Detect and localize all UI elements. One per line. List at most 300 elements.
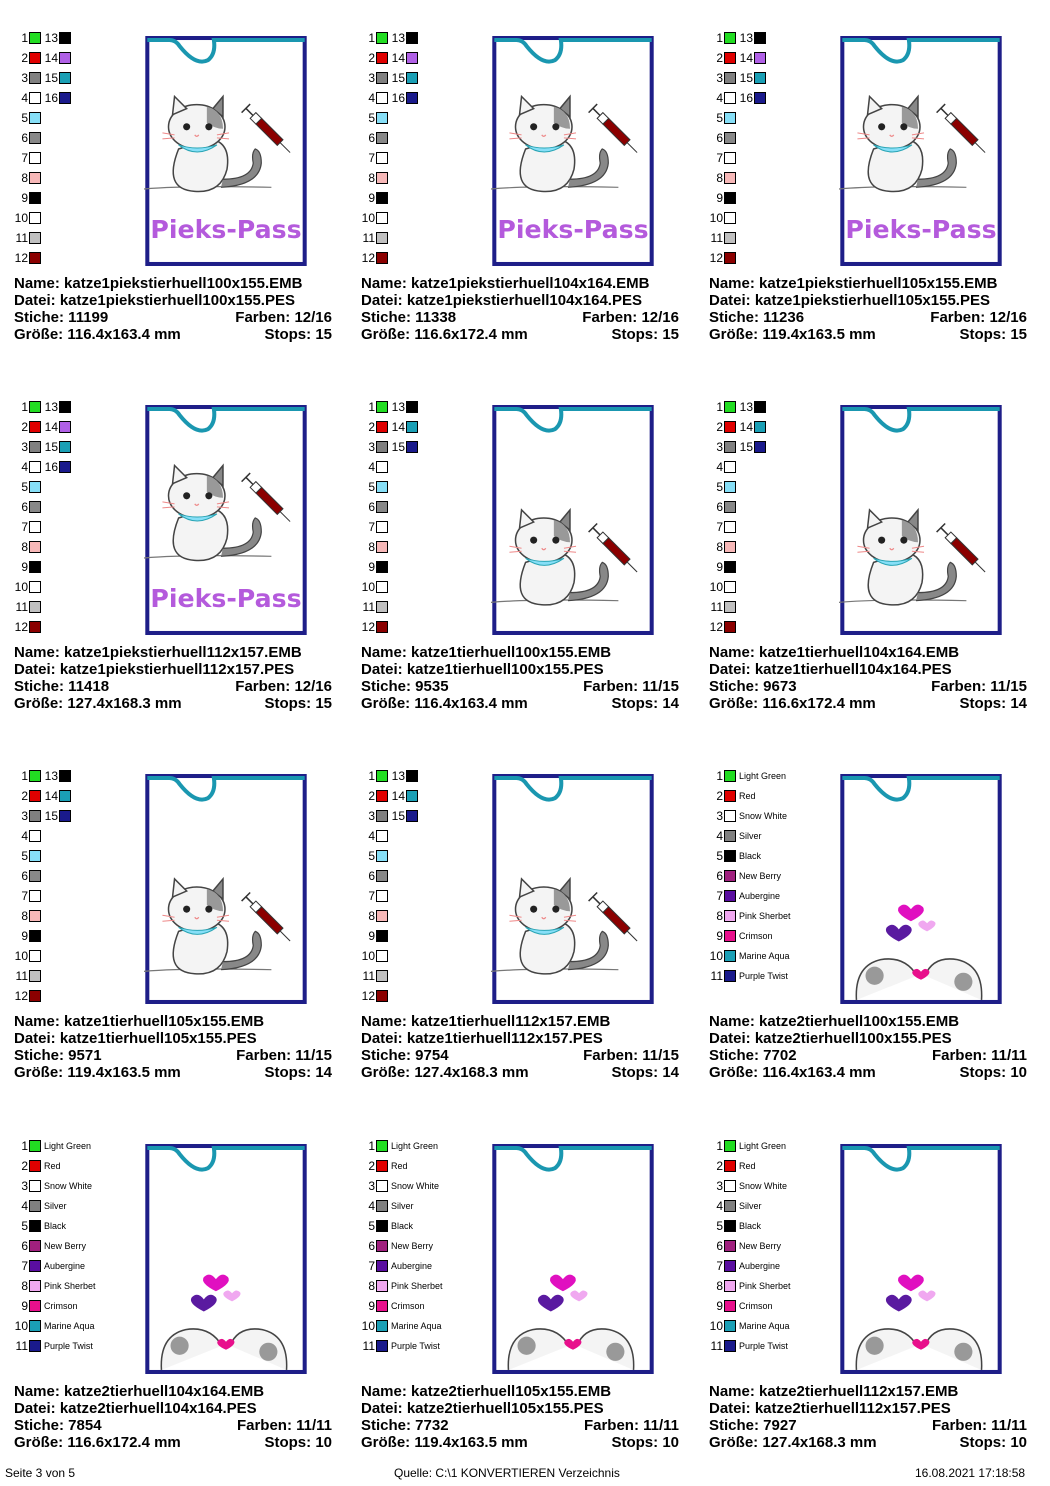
color-swatch (724, 561, 736, 573)
stitch-count: Stiche: 7927 (709, 1417, 797, 1434)
swatch-row (14, 457, 71, 477)
swatch-row (14, 806, 71, 826)
embroidery-preview (839, 774, 1003, 1004)
embroidery-preview (491, 405, 655, 635)
color-number: 11 (362, 1339, 375, 1353)
color-swatch (724, 1140, 736, 1152)
color-swatch (724, 501, 736, 513)
swatch-row (361, 886, 418, 906)
color-number: 10 (14, 580, 28, 594)
design-size: Größe: 116.6x172.4 mm (361, 326, 528, 343)
color-number: 2 (716, 51, 723, 65)
swatch-row (709, 1296, 791, 1316)
design-size: Größe: 119.4x163.5 mm (361, 1434, 528, 1451)
color-swatch (29, 481, 41, 493)
stitch-count: Stiche: 11199 (14, 309, 109, 326)
color-swatch (29, 830, 41, 842)
color-swatch (29, 581, 41, 593)
color-count: Farben: 11/15 (931, 678, 1027, 695)
stitch-count: Stiche: 7702 (709, 1047, 797, 1064)
color-swatch (29, 1300, 41, 1312)
swatch-row (14, 1296, 96, 1316)
color-number: 16 (44, 91, 58, 105)
color-swatch (406, 810, 418, 822)
color-number: 12 (709, 620, 723, 634)
stop-count: Stops: 10 (611, 1434, 679, 1451)
swatch-row (709, 168, 766, 188)
swatch-row (709, 946, 791, 966)
color-name: Marine Aqua (391, 1321, 442, 1331)
color-swatch (29, 1240, 41, 1252)
color-number: 8 (716, 909, 723, 923)
color-swatch (29, 132, 41, 144)
color-swatch (376, 581, 388, 593)
color-swatch (724, 541, 736, 553)
swatch-row (361, 557, 418, 577)
swatch-row (709, 1136, 791, 1156)
swatch-row (14, 886, 71, 906)
swatch-row (14, 1176, 96, 1196)
color-number: 6 (716, 131, 723, 145)
color-number: 15 (44, 71, 58, 85)
color-number: 7 (716, 889, 723, 903)
swatch-row (361, 248, 418, 268)
color-number: 3 (21, 71, 28, 85)
color-name: Aubergine (739, 1261, 781, 1271)
color-name: Purple Twist (391, 1341, 440, 1351)
color-number: 2 (716, 1159, 723, 1173)
design-size: Größe: 116.4x163.4 mm (14, 326, 181, 343)
stop-count: Stops: 10 (959, 1064, 1027, 1081)
color-number: 11 (710, 231, 723, 245)
swatch-row (709, 766, 791, 786)
color-number: 7 (368, 1259, 375, 1273)
swatch-row (361, 906, 418, 926)
color-swatch (29, 950, 41, 962)
swatch-row (361, 168, 418, 188)
color-count: Farben: 12/16 (930, 309, 1027, 326)
color-swatch (376, 252, 388, 264)
color-swatch (754, 92, 766, 104)
color-swatch (754, 441, 766, 453)
color-number: 9 (21, 929, 28, 943)
swatch-row (361, 188, 418, 208)
color-swatch (724, 1300, 736, 1312)
color-name: Purple Twist (44, 1341, 93, 1351)
design-name: Name: katze1tierhuell112x157.EMB (361, 1013, 611, 1030)
swatch-row (14, 517, 71, 537)
color-swatch (724, 930, 736, 942)
swatch-row (709, 1256, 791, 1276)
swatch-row (14, 417, 71, 437)
swatch-row (709, 497, 766, 517)
color-number: 5 (368, 1219, 375, 1233)
swatch-row (361, 966, 418, 986)
color-number: 8 (21, 540, 28, 554)
color-number: 13 (391, 769, 405, 783)
swatch-row (709, 477, 766, 497)
color-number: 3 (21, 440, 28, 454)
color-number: 4 (716, 91, 723, 105)
color-number: 4 (368, 460, 375, 474)
color-swatch (376, 810, 388, 822)
swatch-row (361, 1336, 443, 1356)
design-file: Datei: katze2tierhuell105x155.PES (361, 1400, 604, 1417)
color-count: Farben: 11/15 (583, 1047, 679, 1064)
color-count: Farben: 12/16 (235, 309, 332, 326)
swatch-row (14, 437, 71, 457)
color-count: Farben: 11/11 (583, 1417, 679, 1434)
design-info (709, 275, 1027, 343)
swatch-row (361, 208, 418, 228)
color-swatch (724, 92, 736, 104)
color-swatch (29, 501, 41, 513)
color-number: 2 (21, 1159, 28, 1173)
design-card (709, 28, 1039, 378)
color-name: Aubergine (391, 1261, 433, 1271)
color-number: 11 (362, 969, 375, 983)
color-swatch (376, 461, 388, 473)
swatch-row (709, 88, 766, 108)
color-number: 15 (739, 71, 753, 85)
stitch-count: Stiche: 11338 (361, 309, 457, 326)
design-info (709, 1013, 1027, 1081)
color-name: Black (739, 851, 762, 861)
color-swatch (376, 621, 388, 633)
color-number: 12 (14, 251, 28, 265)
color-number: 8 (368, 540, 375, 554)
swatch-row (361, 437, 418, 457)
design-card (361, 28, 691, 378)
design-file: Datei: katze1piekstierhuell104x164.PES (361, 292, 642, 309)
color-number: 13 (391, 400, 405, 414)
design-file: Datei: katze1piekstierhuell112x157.PES (14, 661, 295, 678)
swatch-row (709, 1176, 791, 1196)
color-number: 12 (14, 989, 28, 1003)
swatch-row (14, 497, 71, 517)
color-name: Snow White (391, 1181, 440, 1191)
timestamp: 16.08.2021 17:18:58 (915, 1466, 1026, 1480)
color-swatch (59, 790, 71, 802)
stop-count: Stops: 15 (959, 326, 1027, 343)
color-swatch (724, 601, 736, 613)
color-swatch (59, 32, 71, 44)
swatch-row (709, 906, 791, 926)
color-number: 7 (21, 1259, 28, 1273)
embroidery-preview (491, 1144, 655, 1374)
color-number: 1 (716, 1139, 723, 1153)
color-number: 3 (368, 71, 375, 85)
color-swatch-list (361, 766, 418, 1006)
color-name: Black (44, 1221, 67, 1231)
color-swatch (59, 461, 71, 473)
color-swatch (376, 1200, 388, 1212)
color-swatch (724, 212, 736, 224)
preview-title: Pieks-Pass (497, 214, 649, 244)
color-swatch (724, 152, 736, 164)
design-file: Datei: katze1tierhuell100x155.PES (361, 661, 604, 678)
design-card (361, 397, 691, 747)
color-number: 2 (21, 420, 28, 434)
color-swatch (754, 72, 766, 84)
stitch-count: Stiche: 7732 (361, 1417, 449, 1434)
color-number: 8 (368, 171, 375, 185)
stop-count: Stops: 15 (264, 695, 332, 712)
swatch-row (709, 208, 766, 228)
swatch-row (361, 497, 418, 517)
design-info (361, 275, 679, 343)
design-file: Datei: katze1tierhuell112x157.PES (361, 1030, 603, 1047)
color-number: 10 (361, 211, 375, 225)
swatch-row (14, 1316, 96, 1336)
color-number: 9 (716, 191, 723, 205)
swatch-row (361, 1196, 443, 1216)
design-info (14, 1013, 332, 1081)
swatch-row (709, 188, 766, 208)
color-swatch (29, 192, 41, 204)
stop-count: Stops: 14 (264, 1064, 332, 1081)
design-file: Datei: katze1tierhuell105x155.PES (14, 1030, 257, 1047)
swatch-row (14, 766, 71, 786)
color-swatch (724, 1180, 736, 1192)
design-info (14, 644, 332, 712)
swatch-row (709, 1196, 791, 1216)
color-swatch (29, 621, 41, 633)
color-swatch (59, 441, 71, 453)
color-swatch-list (709, 397, 766, 637)
color-number: 5 (368, 111, 375, 125)
color-number: 6 (21, 1239, 28, 1253)
color-name: Snow White (44, 1181, 93, 1191)
color-number: 3 (368, 809, 375, 823)
design-file: Datei: katze1piekstierhuell105x155.PES (709, 292, 990, 309)
color-swatch (754, 52, 766, 64)
swatch-row (709, 517, 766, 537)
color-number: 6 (368, 500, 375, 514)
color-name: Silver (739, 1201, 762, 1211)
color-swatch (724, 1160, 736, 1172)
color-swatch (376, 132, 388, 144)
design-name: Name: katze1piekstierhuell104x164.EMB (361, 275, 650, 292)
color-number: 11 (15, 969, 28, 983)
swatch-row (361, 148, 418, 168)
color-number: 4 (368, 829, 375, 843)
color-swatch (724, 192, 736, 204)
color-number: 2 (368, 1159, 375, 1173)
color-count: Farben: 11/11 (931, 1417, 1027, 1434)
color-name: Marine Aqua (739, 951, 790, 961)
design-info (709, 644, 1027, 712)
color-number: 4 (716, 460, 723, 474)
design-file: Datei: katze2tierhuell100x155.PES (709, 1030, 952, 1047)
design-name: Name: katze1piekstierhuell100x155.EMB (14, 275, 303, 292)
swatch-row (14, 866, 71, 886)
swatch-row (14, 228, 71, 248)
swatch-row (14, 1136, 96, 1156)
color-number: 14 (739, 420, 753, 434)
design-size: Größe: 116.6x172.4 mm (14, 1434, 181, 1451)
color-number: 14 (739, 51, 753, 65)
design-info (361, 1383, 679, 1451)
swatch-row (709, 966, 791, 986)
color-number: 3 (21, 809, 28, 823)
design-name: Name: katze2tierhuell112x157.EMB (709, 1383, 959, 1400)
color-swatch (724, 1260, 736, 1272)
swatch-row (709, 248, 766, 268)
color-swatch (29, 870, 41, 882)
color-number: 6 (716, 500, 723, 514)
color-swatch (724, 770, 736, 782)
color-number: 6 (368, 869, 375, 883)
color-swatch (29, 1340, 41, 1352)
swatch-row (709, 866, 791, 886)
design-size: Größe: 127.4x168.3 mm (14, 695, 182, 712)
swatch-row (709, 28, 766, 48)
color-swatch (29, 850, 41, 862)
color-number: 7 (368, 520, 375, 534)
swatch-row (14, 397, 71, 417)
swatch-row (709, 228, 766, 248)
color-number: 12 (709, 251, 723, 265)
color-number: 6 (21, 500, 28, 514)
color-swatch (724, 621, 736, 633)
color-number: 7 (368, 151, 375, 165)
swatch-row (709, 846, 791, 866)
color-swatch (29, 212, 41, 224)
design-size: Größe: 119.4x163.5 mm (709, 326, 876, 343)
color-swatch (29, 72, 41, 84)
color-swatch (376, 1160, 388, 1172)
color-name: New Berry (44, 1241, 87, 1251)
color-swatch-list (14, 1136, 96, 1356)
design-info (709, 1383, 1027, 1451)
swatch-row (361, 866, 418, 886)
swatch-row (14, 1276, 96, 1296)
stitch-count: Stiche: 9571 (14, 1047, 102, 1064)
color-number: 11 (15, 231, 28, 245)
color-number: 1 (368, 400, 375, 414)
color-swatch (59, 52, 71, 64)
color-number: 16 (391, 91, 405, 105)
color-number: 6 (368, 131, 375, 145)
preview-title: Pieks-Pass (845, 214, 997, 244)
color-swatch (724, 1200, 736, 1212)
color-number: 10 (709, 211, 723, 225)
color-name: Snow White (739, 1181, 788, 1191)
swatch-row (709, 68, 766, 88)
color-number: 2 (21, 789, 28, 803)
swatch-row (361, 1176, 443, 1196)
design-card (14, 397, 344, 747)
swatch-row (709, 397, 766, 417)
color-number: 12 (361, 620, 375, 634)
color-swatch (29, 790, 41, 802)
color-number: 2 (21, 51, 28, 65)
color-swatch (376, 601, 388, 613)
color-number: 3 (368, 440, 375, 454)
color-number: 4 (21, 91, 28, 105)
color-number: 8 (716, 540, 723, 554)
color-swatch (406, 421, 418, 433)
design-card (14, 766, 344, 1116)
color-number: 8 (716, 171, 723, 185)
swatch-row (361, 846, 418, 866)
color-swatch (724, 810, 736, 822)
color-name: New Berry (391, 1241, 434, 1251)
design-info (361, 1013, 679, 1081)
color-number: 11 (15, 1339, 28, 1353)
design-card (709, 1136, 1039, 1486)
stop-count: Stops: 15 (611, 326, 679, 343)
color-number: 7 (716, 151, 723, 165)
design-name: Name: katze1tierhuell100x155.EMB (361, 644, 612, 661)
color-swatch-list (709, 766, 791, 986)
color-number: 11 (710, 1339, 723, 1353)
color-number: 7 (716, 1259, 723, 1273)
color-number: 2 (368, 420, 375, 434)
color-number: 1 (716, 31, 723, 45)
color-number: 5 (716, 111, 723, 125)
color-swatch (376, 192, 388, 204)
design-card (361, 766, 691, 1116)
color-number: 16 (44, 460, 58, 474)
swatch-row (14, 248, 71, 268)
stitch-count: Stiche: 11236 (709, 309, 805, 326)
color-swatch (724, 1280, 736, 1292)
design-card (709, 397, 1039, 747)
color-swatch (376, 172, 388, 184)
color-number: 4 (716, 1199, 723, 1213)
color-number: 1 (716, 400, 723, 414)
design-name: Name: katze1tierhuell105x155.EMB (14, 1013, 265, 1030)
color-swatch (724, 950, 736, 962)
stitch-count: Stiche: 7854 (14, 1417, 102, 1434)
color-swatch (29, 970, 41, 982)
color-number: 6 (716, 1239, 723, 1253)
color-number: 15 (44, 440, 58, 454)
color-name: Silver (739, 831, 762, 841)
color-number: 5 (716, 480, 723, 494)
swatch-row (709, 1216, 791, 1236)
color-swatch (376, 1260, 388, 1272)
color-swatch (29, 521, 41, 533)
color-number: 9 (368, 191, 375, 205)
color-swatch (724, 1220, 736, 1232)
color-name: Pink Sherbet (739, 1281, 791, 1291)
swatch-row (14, 28, 71, 48)
swatch-row (709, 457, 766, 477)
color-swatch (724, 521, 736, 533)
color-number: 9 (368, 929, 375, 943)
color-swatch (376, 890, 388, 902)
swatch-row (361, 577, 418, 597)
embroidery-preview (839, 405, 1003, 635)
color-count: Farben: 11/15 (236, 1047, 332, 1064)
swatch-row (14, 1236, 96, 1256)
color-number: 10 (709, 1319, 723, 1333)
color-count: Farben: 11/15 (583, 678, 679, 695)
color-number: 5 (21, 111, 28, 125)
color-swatch (29, 232, 41, 244)
color-number: 15 (739, 440, 753, 454)
color-name: Pink Sherbet (391, 1281, 443, 1291)
color-swatch (29, 32, 41, 44)
color-number: 14 (44, 420, 58, 434)
color-number: 8 (21, 171, 28, 185)
color-count: Farben: 12/16 (235, 678, 332, 695)
color-number: 11 (15, 600, 28, 614)
design-size: Größe: 119.4x163.5 mm (14, 1064, 181, 1081)
